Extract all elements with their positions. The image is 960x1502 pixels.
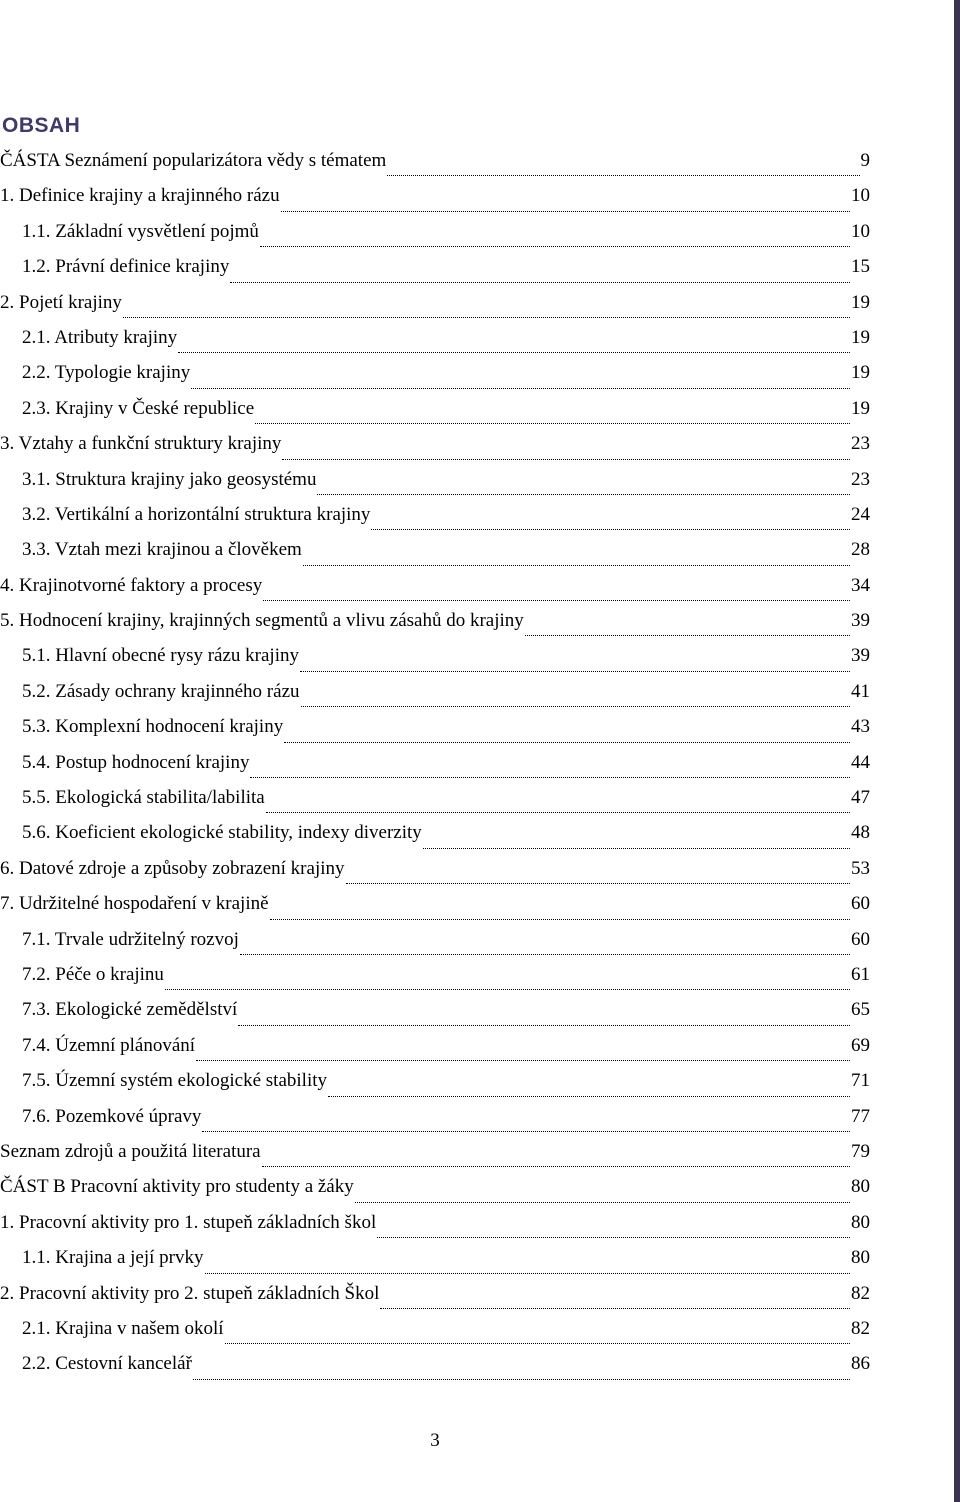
toc-entry-title: Seznam zdrojů a použitá literatura [0,1140,261,1162]
toc-entry-page: 82 [851,1282,870,1304]
toc-entry-title: 2. Pojetí krajiny [0,291,122,313]
toc-entry[interactable] [0,1106,870,1141]
toc-entry[interactable] [0,504,870,539]
toc-dot-leader [250,777,850,778]
toc-entry-title: 2.1. Atributy krajiny [22,326,178,348]
toc-entry[interactable] [0,1353,870,1388]
toc-entry[interactable] [0,150,870,185]
toc-entry-page: 65 [851,999,870,1021]
toc-dot-leader [178,352,850,353]
toc-dot-leader [165,989,850,990]
toc-entry-page: 9 [860,150,870,171]
toc-entry-title: 1.2. Právní definice krajiny [22,256,230,278]
toc-entry-page: 23 [851,468,870,490]
toc-entry[interactable] [0,292,870,327]
toc-entry-page: 61 [851,963,870,985]
toc-entry-page: 19 [851,291,870,313]
toc-entry-title: ČÁSTA Seznámení popularizátora vědy s tématem [0,150,387,171]
toc-entry-title: 1. Pracovní aktivity pro 1. stupeň základních škol [0,1211,377,1233]
toc-entry-page: 80 [851,1176,870,1198]
toc-entry[interactable] [0,433,870,468]
toc-entry[interactable] [0,787,870,822]
toc-dot-leader [281,211,850,212]
toc-entry-title: 3. Vztahy a funkční struktury krajiny [0,433,282,455]
toc-dot-leader [317,494,850,495]
toc-entry[interactable] [0,1141,870,1176]
toc-entry-title: 3.1. Struktura krajiny jako geosystému [22,468,317,490]
toc-entry-page: 60 [851,928,870,950]
toc-entry-title: 7.4. Územní plánování [22,1034,196,1056]
toc-entry[interactable] [0,610,870,645]
toc-dot-leader [282,459,850,460]
page-edge-bar [954,0,960,1502]
toc-entry-title: 5.3. Komplexní hodnocení krajiny [22,716,284,738]
toc-entry-title: 4. Krajinotvorné faktory a procesy [0,574,263,596]
toc-dot-leader [284,742,850,743]
toc-dot-leader [191,388,850,389]
toc-entry-page: 23 [851,433,870,455]
toc-entry-page: 44 [851,751,870,773]
toc-dot-leader [355,1202,850,1203]
toc-entry-title: 3.3. Vztah mezi krajinou a člověkem [22,539,302,561]
toc-entry[interactable] [0,893,870,928]
toc-dot-leader [205,1273,850,1274]
toc-entry-title: 5.6. Koeficient ekologické stability, indexy diverzity [22,822,422,844]
toc-entry[interactable] [0,822,870,857]
table-of-contents [0,150,870,1389]
toc-entry-title: 5.1. Hlavní obecné rysy rázu krajiny [22,645,299,667]
toc-dot-leader [196,1060,850,1061]
toc-entry-page: 79 [851,1140,870,1162]
toc-entry-page: 28 [851,539,870,561]
toc-entry-title: 7. Udržitelné hospodaření v krajině [0,893,269,915]
toc-entry[interactable] [0,964,870,999]
toc-dot-leader [225,1343,850,1344]
toc-entry-page: 77 [851,1105,870,1127]
toc-dot-leader [260,246,850,247]
toc-entry[interactable] [0,752,870,787]
toc-entry[interactable] [0,999,870,1034]
toc-entry[interactable] [0,929,870,964]
toc-dot-leader [423,848,850,849]
toc-dot-leader [230,282,850,283]
toc-entry-title: 2. Pracovní aktivity pro 2. stupeň základních Škol [0,1282,380,1304]
toc-entry-page: 41 [851,680,870,702]
toc-entry[interactable] [0,469,870,504]
toc-entry-page: 15 [851,256,870,278]
toc-entry-title: 5.4. Postup hodnocení krajiny [22,751,250,773]
toc-entry-page: 60 [851,893,870,915]
toc-entry-page: 80 [851,1247,870,1269]
toc-entry-page: 43 [851,716,870,738]
page-number: 3 [430,1430,440,1451]
toc-dot-leader [346,883,850,884]
toc-dot-leader [193,1379,850,1380]
toc-dot-leader [371,529,850,530]
toc-dot-leader [202,1131,850,1132]
toc-entry-page: 34 [851,574,870,596]
toc-entry[interactable] [0,327,870,362]
toc-entry-page: 39 [851,610,870,632]
toc-entry-title: 7.6. Pozemkové úpravy [22,1105,202,1127]
toc-entry[interactable] [0,1247,870,1282]
toc-entry[interactable] [0,1070,870,1105]
toc-entry-title: 6. Datové zdroje a způsoby zobrazení krajiny [0,857,345,879]
toc-entry[interactable] [0,681,870,716]
toc-entry-page: 24 [851,503,870,525]
toc-dot-leader [300,671,850,672]
toc-entry-title: 1.1. Krajina a její prvky [22,1247,204,1269]
toc-entry-page: 39 [851,645,870,667]
toc-entry-page: 10 [851,185,870,207]
toc-entry[interactable] [0,221,870,256]
toc-entry-page: 19 [851,362,870,384]
toc-entry-title: 5.5. Ekologická stabilita/labilita [22,787,265,809]
toc-dot-leader [263,600,850,601]
toc-entry[interactable] [0,362,870,397]
toc-entry-title: 7.1. Trvale udržitelný rozvoj [22,928,239,950]
toc-entry[interactable] [0,539,870,574]
toc-entry-page: 19 [851,397,870,419]
toc-entry-title: 2.2. Cestovní kancelář [22,1353,192,1375]
toc-entry-title: 7.2. Péče o krajinu [22,963,164,985]
toc-entry[interactable] [0,185,870,220]
toc-dot-leader [240,954,850,955]
toc-entry-title: 3.2. Vertikální a horizontální struktura krajiny [22,503,371,525]
toc-entry-page: 47 [851,787,870,809]
toc-entry-title: 5.2. Zásady ochrany krajinného rázu [22,680,300,702]
toc-heading: OBSAH [2,114,81,137]
toc-entry-title: 2.3. Krajiny v České republice [22,397,255,419]
toc-dot-leader [328,1096,850,1097]
toc-entry-title: 2.2. Typologie krajiny [22,362,191,384]
toc-entry-page: 53 [851,857,870,879]
toc-dot-leader [525,635,850,636]
toc-entry[interactable] [0,716,870,751]
toc-entry[interactable] [0,1318,870,1353]
toc-entry-page: 69 [851,1034,870,1056]
toc-entry[interactable] [0,858,870,893]
toc-entry-title: 7.3. Ekologické zemědělství [22,999,238,1021]
toc-entry[interactable] [0,256,870,291]
toc-entry[interactable] [0,1212,870,1247]
toc-dot-leader [301,706,850,707]
toc-entry-page: 19 [851,326,870,348]
toc-entry-title: ČÁST B Pracovní aktivity pro studenty a žáky [0,1176,354,1198]
toc-entry-page: 80 [851,1211,870,1233]
toc-entry-title: 5. Hodnocení krajiny, krajinných segmentů a vlivu zásahů do krajiny [0,610,524,632]
toc-entry-title: 1.1. Základní vysvětlení pojmů [22,220,259,242]
toc-dot-leader [387,175,859,176]
toc-dot-leader [238,1025,850,1026]
toc-dot-leader [266,812,850,813]
toc-entry[interactable] [0,398,870,433]
toc-entry[interactable] [0,1283,870,1318]
toc-dot-leader [377,1237,850,1238]
toc-dot-leader [270,919,850,920]
toc-entry-title: 1. Definice krajiny a krajinného rázu [0,185,280,207]
toc-entry-page: 48 [851,822,870,844]
toc-dot-leader [303,565,850,566]
toc-entry[interactable] [0,575,870,610]
toc-entry-page: 10 [851,220,870,242]
toc-entry[interactable] [0,1035,870,1070]
toc-dot-leader [380,1308,850,1309]
toc-entry[interactable] [0,645,870,680]
toc-entry-title: 7.5. Územní systém ekologické stability [22,1070,328,1092]
toc-entry-page: 71 [851,1070,870,1092]
toc-dot-leader [123,317,850,318]
toc-entry-title: 2.1. Krajina v našem okolí [22,1317,224,1339]
toc-dot-leader [262,1166,850,1167]
toc-entry[interactable] [0,1176,870,1211]
toc-entry-page: 86 [851,1353,870,1375]
toc-dot-leader [255,423,850,424]
toc-entry-page: 82 [851,1317,870,1339]
